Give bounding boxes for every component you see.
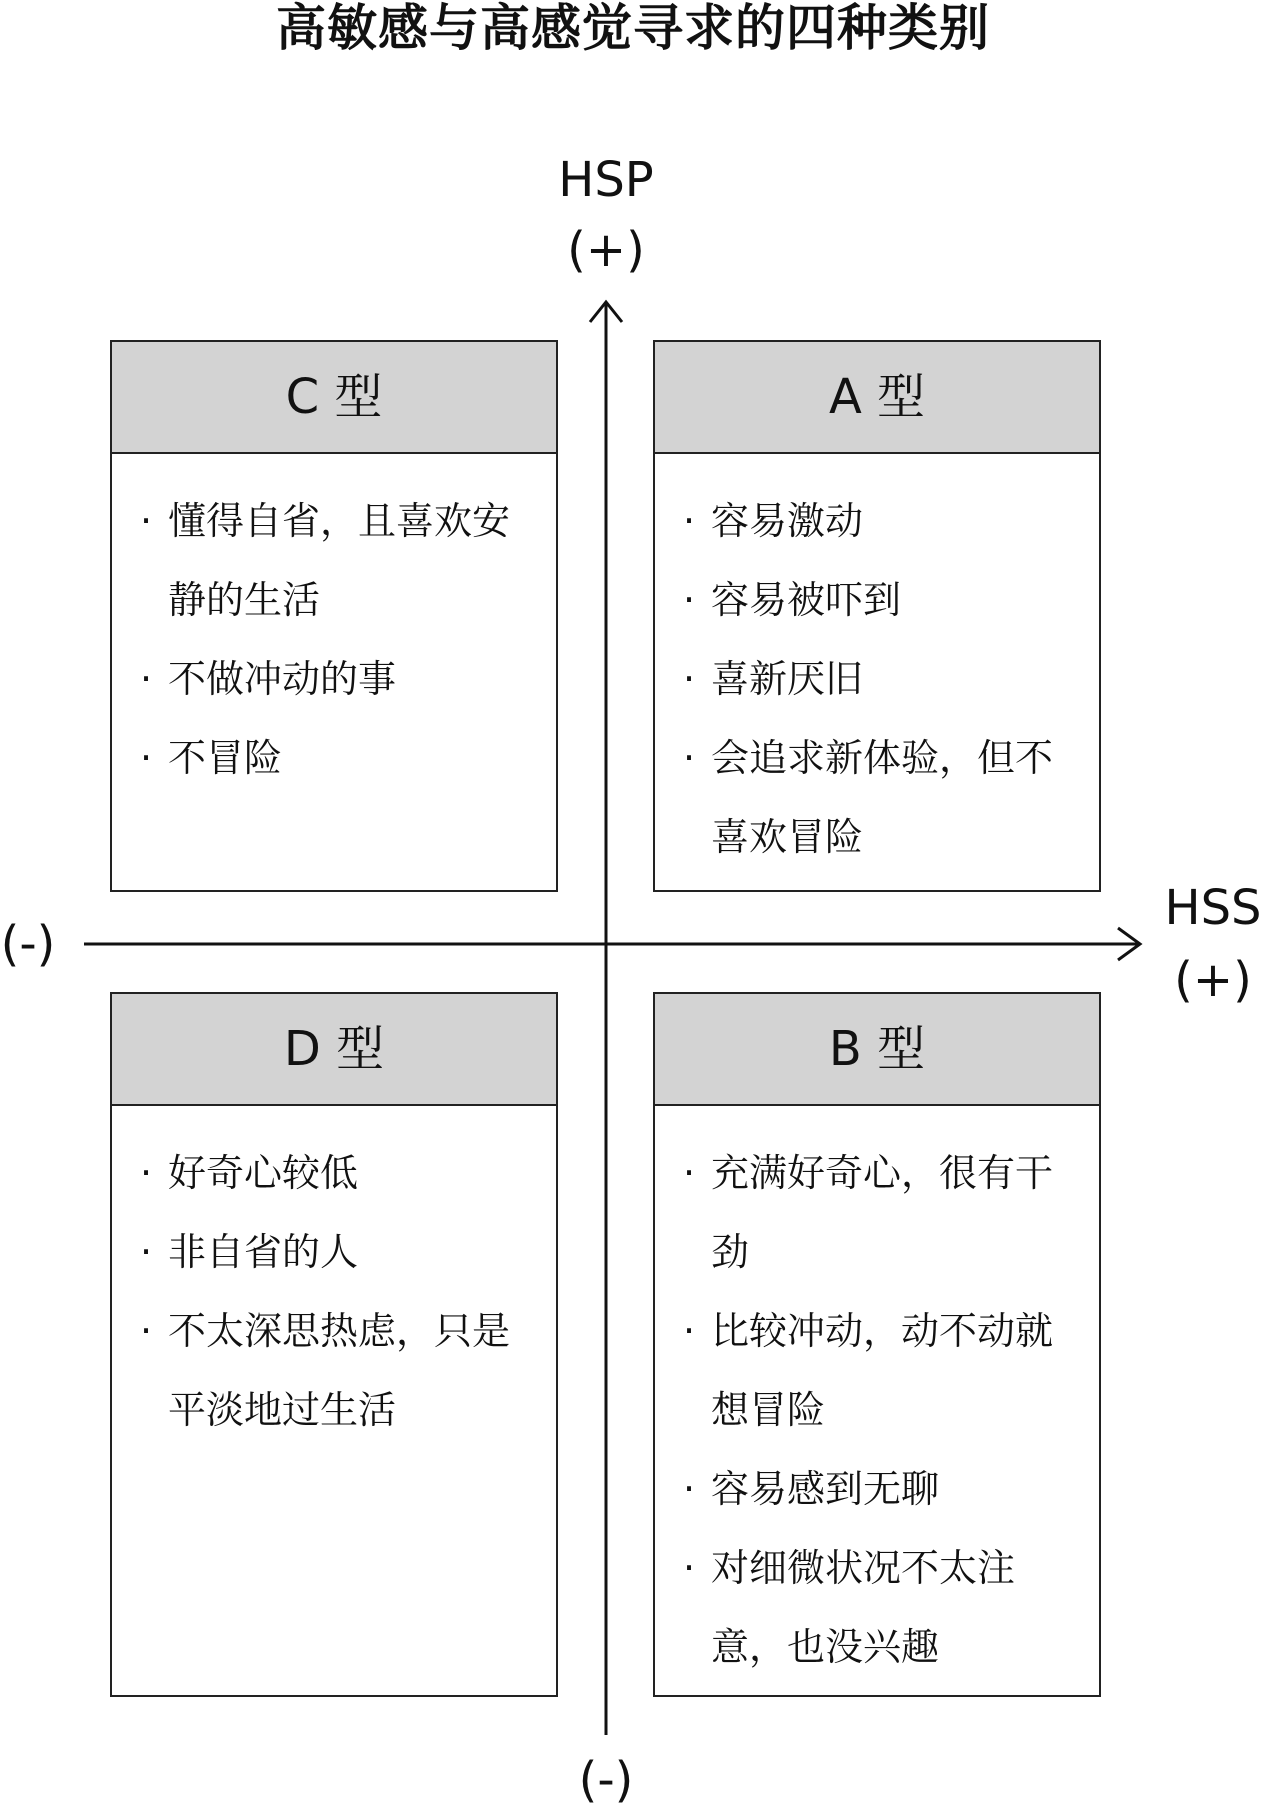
bullet-icon: ·	[683, 499, 696, 543]
list-item-text: 喜新厌旧	[711, 657, 864, 701]
list-item	[140, 1292, 528, 1450]
y-axis-top-sign: (+)	[567, 222, 645, 278]
list-item-text: 对细微状况不太注意，也没兴趣	[711, 1546, 1016, 1669]
quadrant-a	[653, 340, 1101, 892]
bullet-icon: ·	[140, 736, 153, 780]
bullet-icon: ·	[140, 499, 153, 543]
list-item-text: 比较冲动，动不动就想冒险	[711, 1309, 1054, 1432]
y-axis-top-name: HSP	[558, 152, 654, 208]
list-item-text: 懂得自省，且喜欢安静的生活	[168, 499, 511, 622]
list-item-text: 好奇心较低	[168, 1151, 359, 1195]
bullet-icon: ·	[140, 657, 153, 701]
quadrant-c-list	[112, 454, 556, 798]
list-item	[683, 640, 1071, 719]
quadrant-b-header: B 型	[655, 994, 1099, 1106]
list-item	[683, 561, 1071, 640]
bullet-icon: ·	[140, 1230, 153, 1274]
quadrant-c	[110, 340, 558, 892]
list-item-text: 会追求新体验，但不喜欢冒险	[711, 736, 1054, 859]
quadrant-b	[653, 992, 1101, 1697]
list-item-text: 容易被吓到	[711, 578, 902, 622]
bullet-icon: ·	[683, 736, 696, 780]
bullet-icon: ·	[683, 1467, 696, 1511]
list-item	[683, 1134, 1071, 1292]
y-axis-bottom-sign: (-)	[578, 1752, 634, 1808]
list-item	[140, 719, 528, 798]
bullet-icon: ·	[683, 1309, 696, 1353]
quadrant-d-header: D 型	[112, 994, 556, 1106]
bullet-icon: ·	[683, 1151, 696, 1195]
quadrant-a-header: A 型	[655, 342, 1099, 454]
quadrant-c-header: C 型	[112, 342, 556, 454]
list-item-text: 不冒险	[168, 736, 283, 780]
page-title: 高敏感与高感觉寻求的四种类别	[276, 0, 990, 57]
list-item	[140, 482, 528, 640]
quadrant-b-list	[655, 1106, 1099, 1687]
quadrant-a-list	[655, 454, 1099, 877]
x-axis-right-name: HSS	[1164, 880, 1262, 936]
list-item	[683, 482, 1071, 561]
list-item-text: 充满好奇心，很有干劲	[711, 1151, 1054, 1274]
list-item-text: 非自省的人	[168, 1230, 359, 1274]
quadrant-d-list	[112, 1106, 556, 1450]
list-item	[683, 1529, 1071, 1687]
quadrant-d	[110, 992, 558, 1697]
bullet-icon: ·	[683, 578, 696, 622]
bullet-icon: ·	[683, 1546, 696, 1590]
list-item	[140, 640, 528, 719]
list-item	[140, 1134, 528, 1213]
list-item	[683, 719, 1071, 877]
bullet-icon: ·	[140, 1309, 153, 1353]
list-item	[683, 1450, 1071, 1529]
x-axis-right-sign: (+)	[1174, 952, 1252, 1008]
list-item-text: 容易感到无聊	[711, 1467, 940, 1511]
list-item-text: 不太深思热虑，只是平淡地过生活	[168, 1309, 511, 1432]
list-item	[140, 1213, 528, 1292]
bullet-icon: ·	[140, 1151, 153, 1195]
bullet-icon: ·	[683, 657, 696, 701]
x-axis-left-sign: (-)	[0, 916, 56, 972]
list-item	[683, 1292, 1071, 1450]
list-item-text: 容易激动	[711, 499, 864, 543]
list-item-text: 不做冲动的事	[168, 657, 397, 701]
